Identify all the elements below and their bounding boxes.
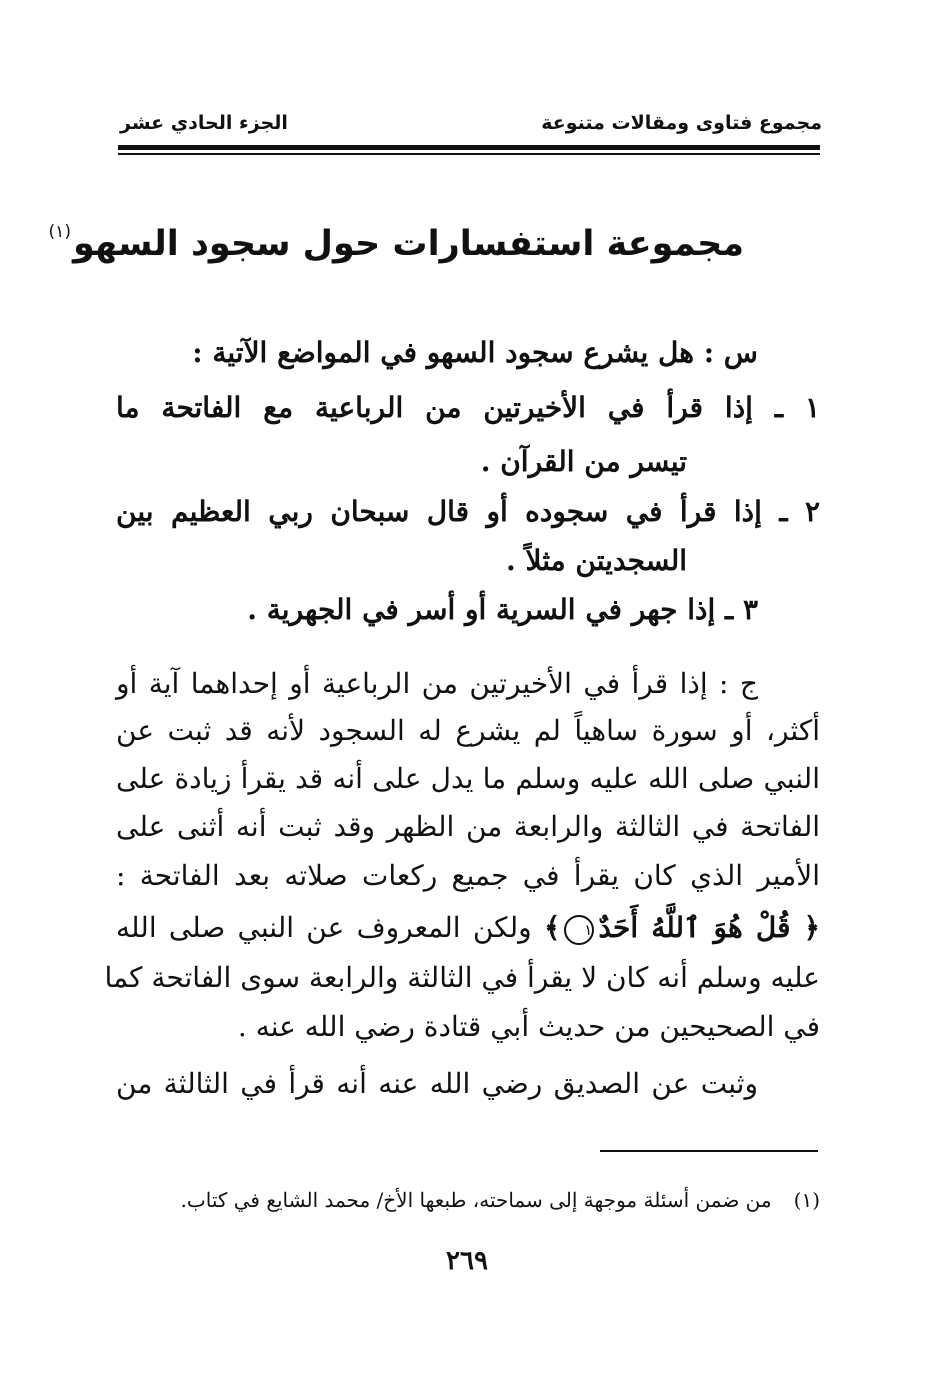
- running-header-book-title: مجموع فتاوى ومقالات متنوعة: [541, 112, 822, 134]
- article-title-text: مجموعة استفسارات حول سجود السهو: [72, 224, 744, 264]
- answer-line-2: أكثر، أو سورة ساهياً لم يشرع له السجود لأنه قد ثبت عن: [116, 714, 820, 747]
- question-item-2-line-2: السجديتن مثلاً .: [505, 544, 687, 577]
- footnote-separator: [600, 1150, 818, 1152]
- footnote-reference: (١): [48, 222, 71, 242]
- answer-line-3: النبي صلى الله عليه وسلم ما يدل على أنه قد يقرأ زيادة على: [116, 762, 820, 795]
- question-intro: س : هل يشرع سجود السهو في المواضع الآتية :: [192, 336, 758, 369]
- answer-line-1: ج : إذا قرأ في الأخيرتين من الرباعية أو إحداهما آية أو: [116, 667, 758, 700]
- footnote-marker: (١): [793, 1188, 820, 1212]
- answer-line-5: الأمير الذي كان يقرأ في جميع ركعات صلاته بعد الفاتحة :: [116, 859, 820, 892]
- header-rule-thin: [118, 153, 820, 155]
- page-number: ٢٦٩: [446, 1246, 488, 1276]
- question-item-1-line-1: ١ ـ إذا قرأ في الأخيرتين من الرباعية مع الفاتحة ما: [116, 391, 820, 424]
- question-item-3: ٣ ـ إذا جهر في السرية أو أسر في الجهرية .: [247, 593, 758, 626]
- footnote-text: من ضمن أسئلة موجهة إلى سماحته، طبعها الأخ/ محمد الشايع في كتاب.: [180, 1188, 772, 1212]
- article-title: [49, 222, 744, 264]
- quran-verse-close: ﴾: [543, 911, 561, 944]
- question-item-1-line-2: تيسر من القرآن .: [480, 445, 687, 478]
- verse-number-marker: ١: [564, 915, 594, 945]
- running-header-volume: الجزء الحادي عشر: [120, 112, 288, 134]
- question-item-2-line-1: ٢ ـ إذا قرأ في سجوده أو قال سبحان ربي العظيم بين: [116, 495, 820, 528]
- answer-line-verse: [116, 908, 820, 948]
- answer-line-7: عليه وسلم أنه كان لا يقرأ في الثالثة والرابعة سوى الفاتحة كما: [104, 961, 820, 994]
- quran-verse: ﴿ قُلْ هُوَ ٱللَّهُ أَحَدٌ: [598, 911, 820, 944]
- answer-line-9: وثبت عن الصديق رضي الله عنه أنه قرأ في الثالثة من: [116, 1067, 758, 1100]
- answer-line-verse-text: ولكن المعروف عن النبي صلى الله: [116, 911, 532, 944]
- answer-line-4: الفاتحة في الثالثة والرابعة من الظهر وقد ثبت أنه أثنى على: [116, 810, 820, 843]
- answer-line-8: في الصحيحين من حديث أبي قتادة رضي الله عنه .: [237, 1010, 820, 1043]
- header-rule-thick: [118, 145, 820, 150]
- footnote: [181, 1188, 820, 1212]
